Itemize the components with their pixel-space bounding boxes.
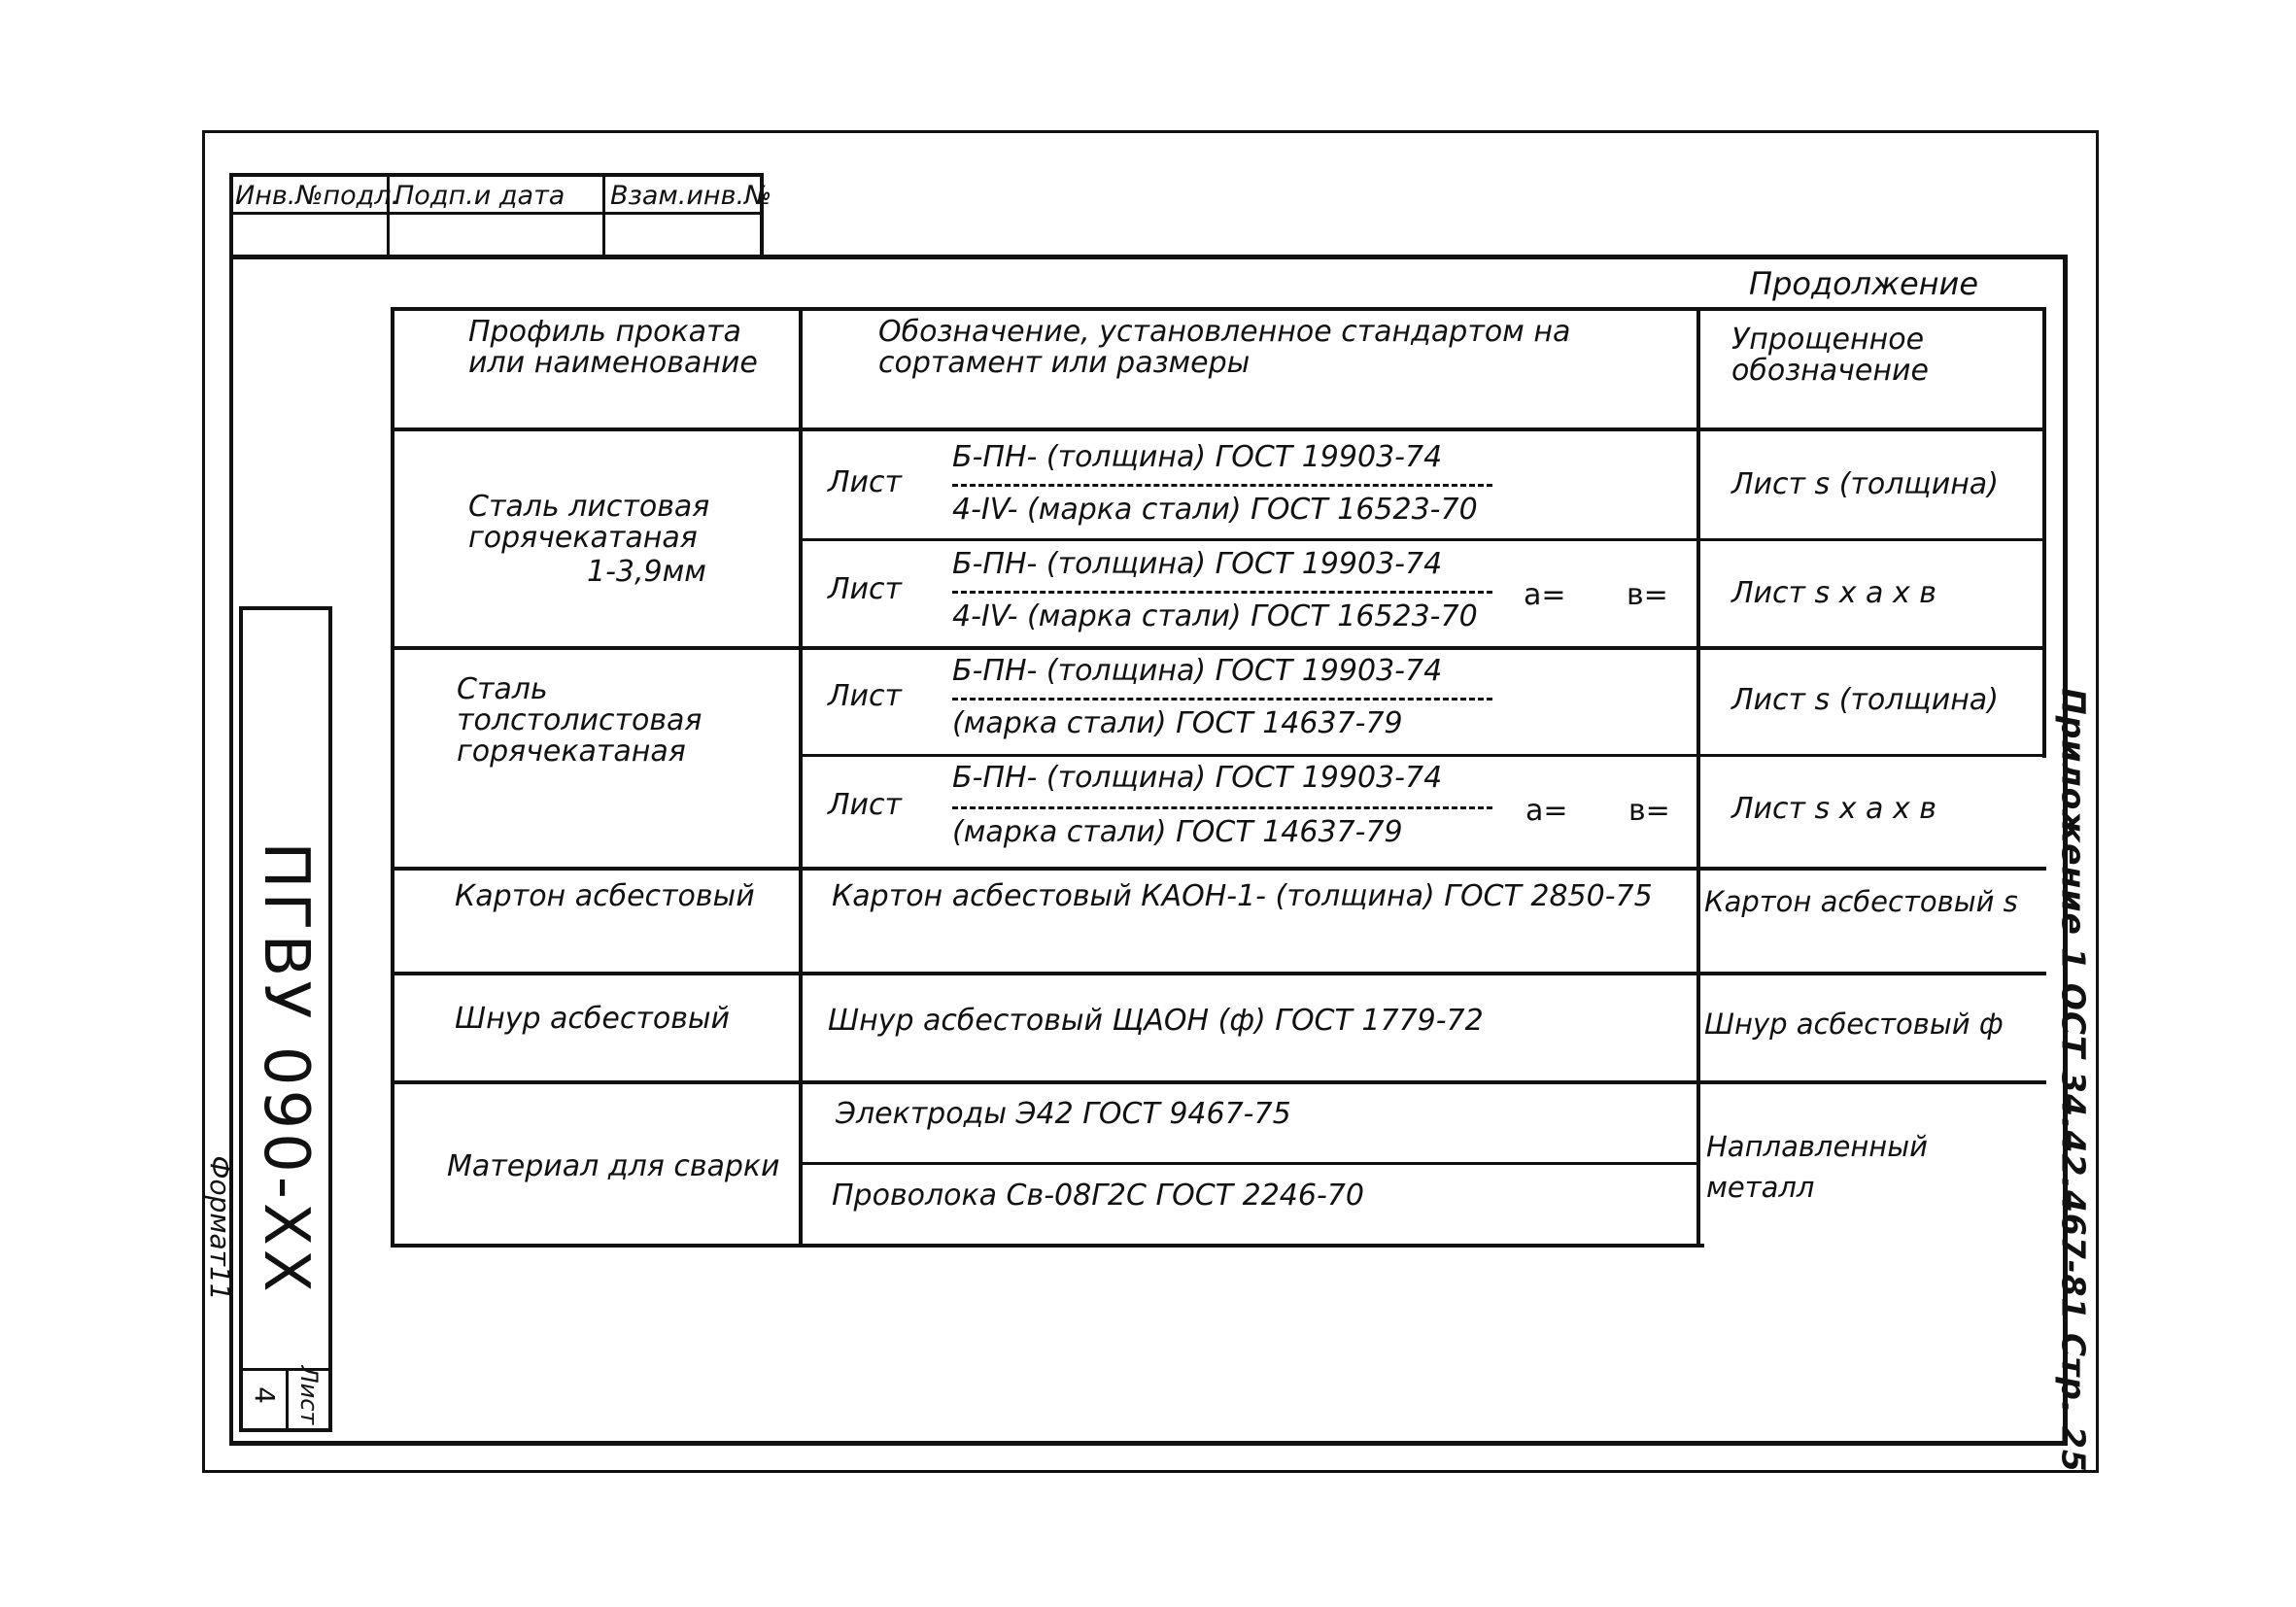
- welding-simplified-line2: металл: [1706, 1171, 1815, 1204]
- row-denominator: 4-IV- (марка стали) ГОСТ 16523-70: [952, 493, 1478, 527]
- welding-electrodes: Электроды Э42 ГОСТ 9467-75: [836, 1097, 1291, 1131]
- row-prefix: Лист: [828, 788, 903, 822]
- grid-line: [801, 1162, 1700, 1165]
- group-sheet-hot-rolled-size: 1-3,9мм: [587, 555, 706, 589]
- side-document-code: ПГВУ 090-ХХ: [250, 841, 322, 1296]
- row-prefix: Лист: [828, 679, 903, 713]
- group-asbestos-cord: Шнур асбестовый: [455, 1002, 731, 1036]
- group-thick-sheet: Сталь толстолистовая горячекатаная: [457, 672, 703, 769]
- welding-wire: Проволока Св-08Г2С ГОСТ 2246-70: [832, 1179, 1364, 1213]
- row-extra-a: a=: [1524, 578, 1566, 612]
- side-format-label: Формат11: [204, 1155, 236, 1301]
- fraction-line: [952, 484, 1492, 487]
- header-profile-text: Профиль проката или наименование: [468, 315, 758, 380]
- side-sheet-word: Лист: [295, 1365, 323, 1425]
- asbestos-cord-simplified: Шнур асбестовый ф: [1704, 1008, 2004, 1041]
- grid-line: [2042, 307, 2046, 758]
- row-numerator: Б-ПН- (толщина) ГОСТ 19903-74: [952, 761, 1443, 795]
- inner-frame: [229, 255, 2068, 1446]
- row-numerator: Б-ПН- (толщина) ГОСТ 19903-74: [952, 654, 1443, 688]
- asbestos-board-designation: Картон асбестовый КАОН-1- (толщина) ГОСТ 2850-75: [832, 879, 1653, 913]
- grid-line: [1696, 307, 1700, 1248]
- row-numerator: Б-ПН- (толщина) ГОСТ 19903-74: [952, 440, 1443, 474]
- grid-line: [801, 754, 2046, 757]
- row-extra-b: в=: [1628, 794, 1670, 828]
- group-welding-material: Материал для сварки: [447, 1149, 780, 1183]
- row-denominator: 4-IV- (марка стали) ГОСТ 16523-70: [952, 599, 1478, 633]
- grid-line: [391, 867, 2046, 871]
- stamp-podp-data-label: Подп.и дата: [394, 181, 565, 211]
- header-profile: [468, 317, 760, 379]
- row-simplified: Лист s (толщина): [1731, 683, 1999, 717]
- side-sheet-number: 4: [249, 1386, 281, 1404]
- stamp-divider: [233, 212, 764, 215]
- group-sheet-hot-rolled: Сталь листовая горячекатаная: [468, 490, 710, 555]
- grid-line: [391, 1244, 1704, 1248]
- continuation-label: Продолжение: [1749, 265, 1979, 302]
- right-vertical-label: Приложение 1 ОСТ 34.42.467-81 Стр. 25: [2054, 688, 2093, 1473]
- row-simplified: Лист s (толщина): [1731, 467, 1999, 501]
- grid-line: [391, 972, 2046, 975]
- stamp-vzam-inv-label: Взам.инв.№: [610, 181, 772, 211]
- asbestos-cord-designation: Шнур асбестовый ЩАОН (ф) ГОСТ 1779-72: [828, 1004, 1484, 1038]
- fraction-line: [952, 591, 1492, 594]
- side-box-divider: [286, 1368, 289, 1428]
- grid-line: [391, 646, 2046, 650]
- row-simplified: Лист s x a x в: [1731, 792, 1936, 826]
- row-simplified: Лист s x a x в: [1731, 576, 1936, 610]
- stamp-inv-podl-label: Инв.№подл.: [235, 181, 400, 211]
- row-prefix: Лист: [828, 465, 903, 499]
- fraction-line: [952, 806, 1492, 809]
- grid-line: [391, 427, 2046, 431]
- grid-line: [801, 538, 2046, 541]
- row-numerator: Б-ПН- (толщина) ГОСТ 19903-74: [952, 547, 1443, 581]
- stamp-block: [229, 173, 772, 255]
- row-prefix: Лист: [828, 572, 903, 606]
- row-denominator: (марка стали) ГОСТ 14637-79: [952, 706, 1403, 740]
- grid-line: [391, 307, 394, 1248]
- grid-line: [391, 307, 2046, 311]
- header-simplified: Упрощенное обозначение: [1731, 323, 1929, 388]
- row-extra-a: a=: [1525, 794, 1568, 828]
- fraction-line: [952, 698, 1492, 701]
- asbestos-board-simplified: Картон асбестовый s: [1704, 885, 2018, 918]
- welding-simplified-line1: Наплавленный: [1706, 1130, 1928, 1163]
- row-extra-b: в=: [1627, 578, 1668, 612]
- grid-line: [391, 1080, 2046, 1084]
- grid-line: [799, 307, 803, 1248]
- row-denominator: (марка стали) ГОСТ 14637-79: [952, 815, 1403, 849]
- header-designation: Обозначение, установленное стандартом на сортамент или размеры: [878, 315, 1571, 380]
- stamp-divider: [602, 177, 605, 258]
- group-asbestos-board: Картон асбестовый: [455, 879, 755, 913]
